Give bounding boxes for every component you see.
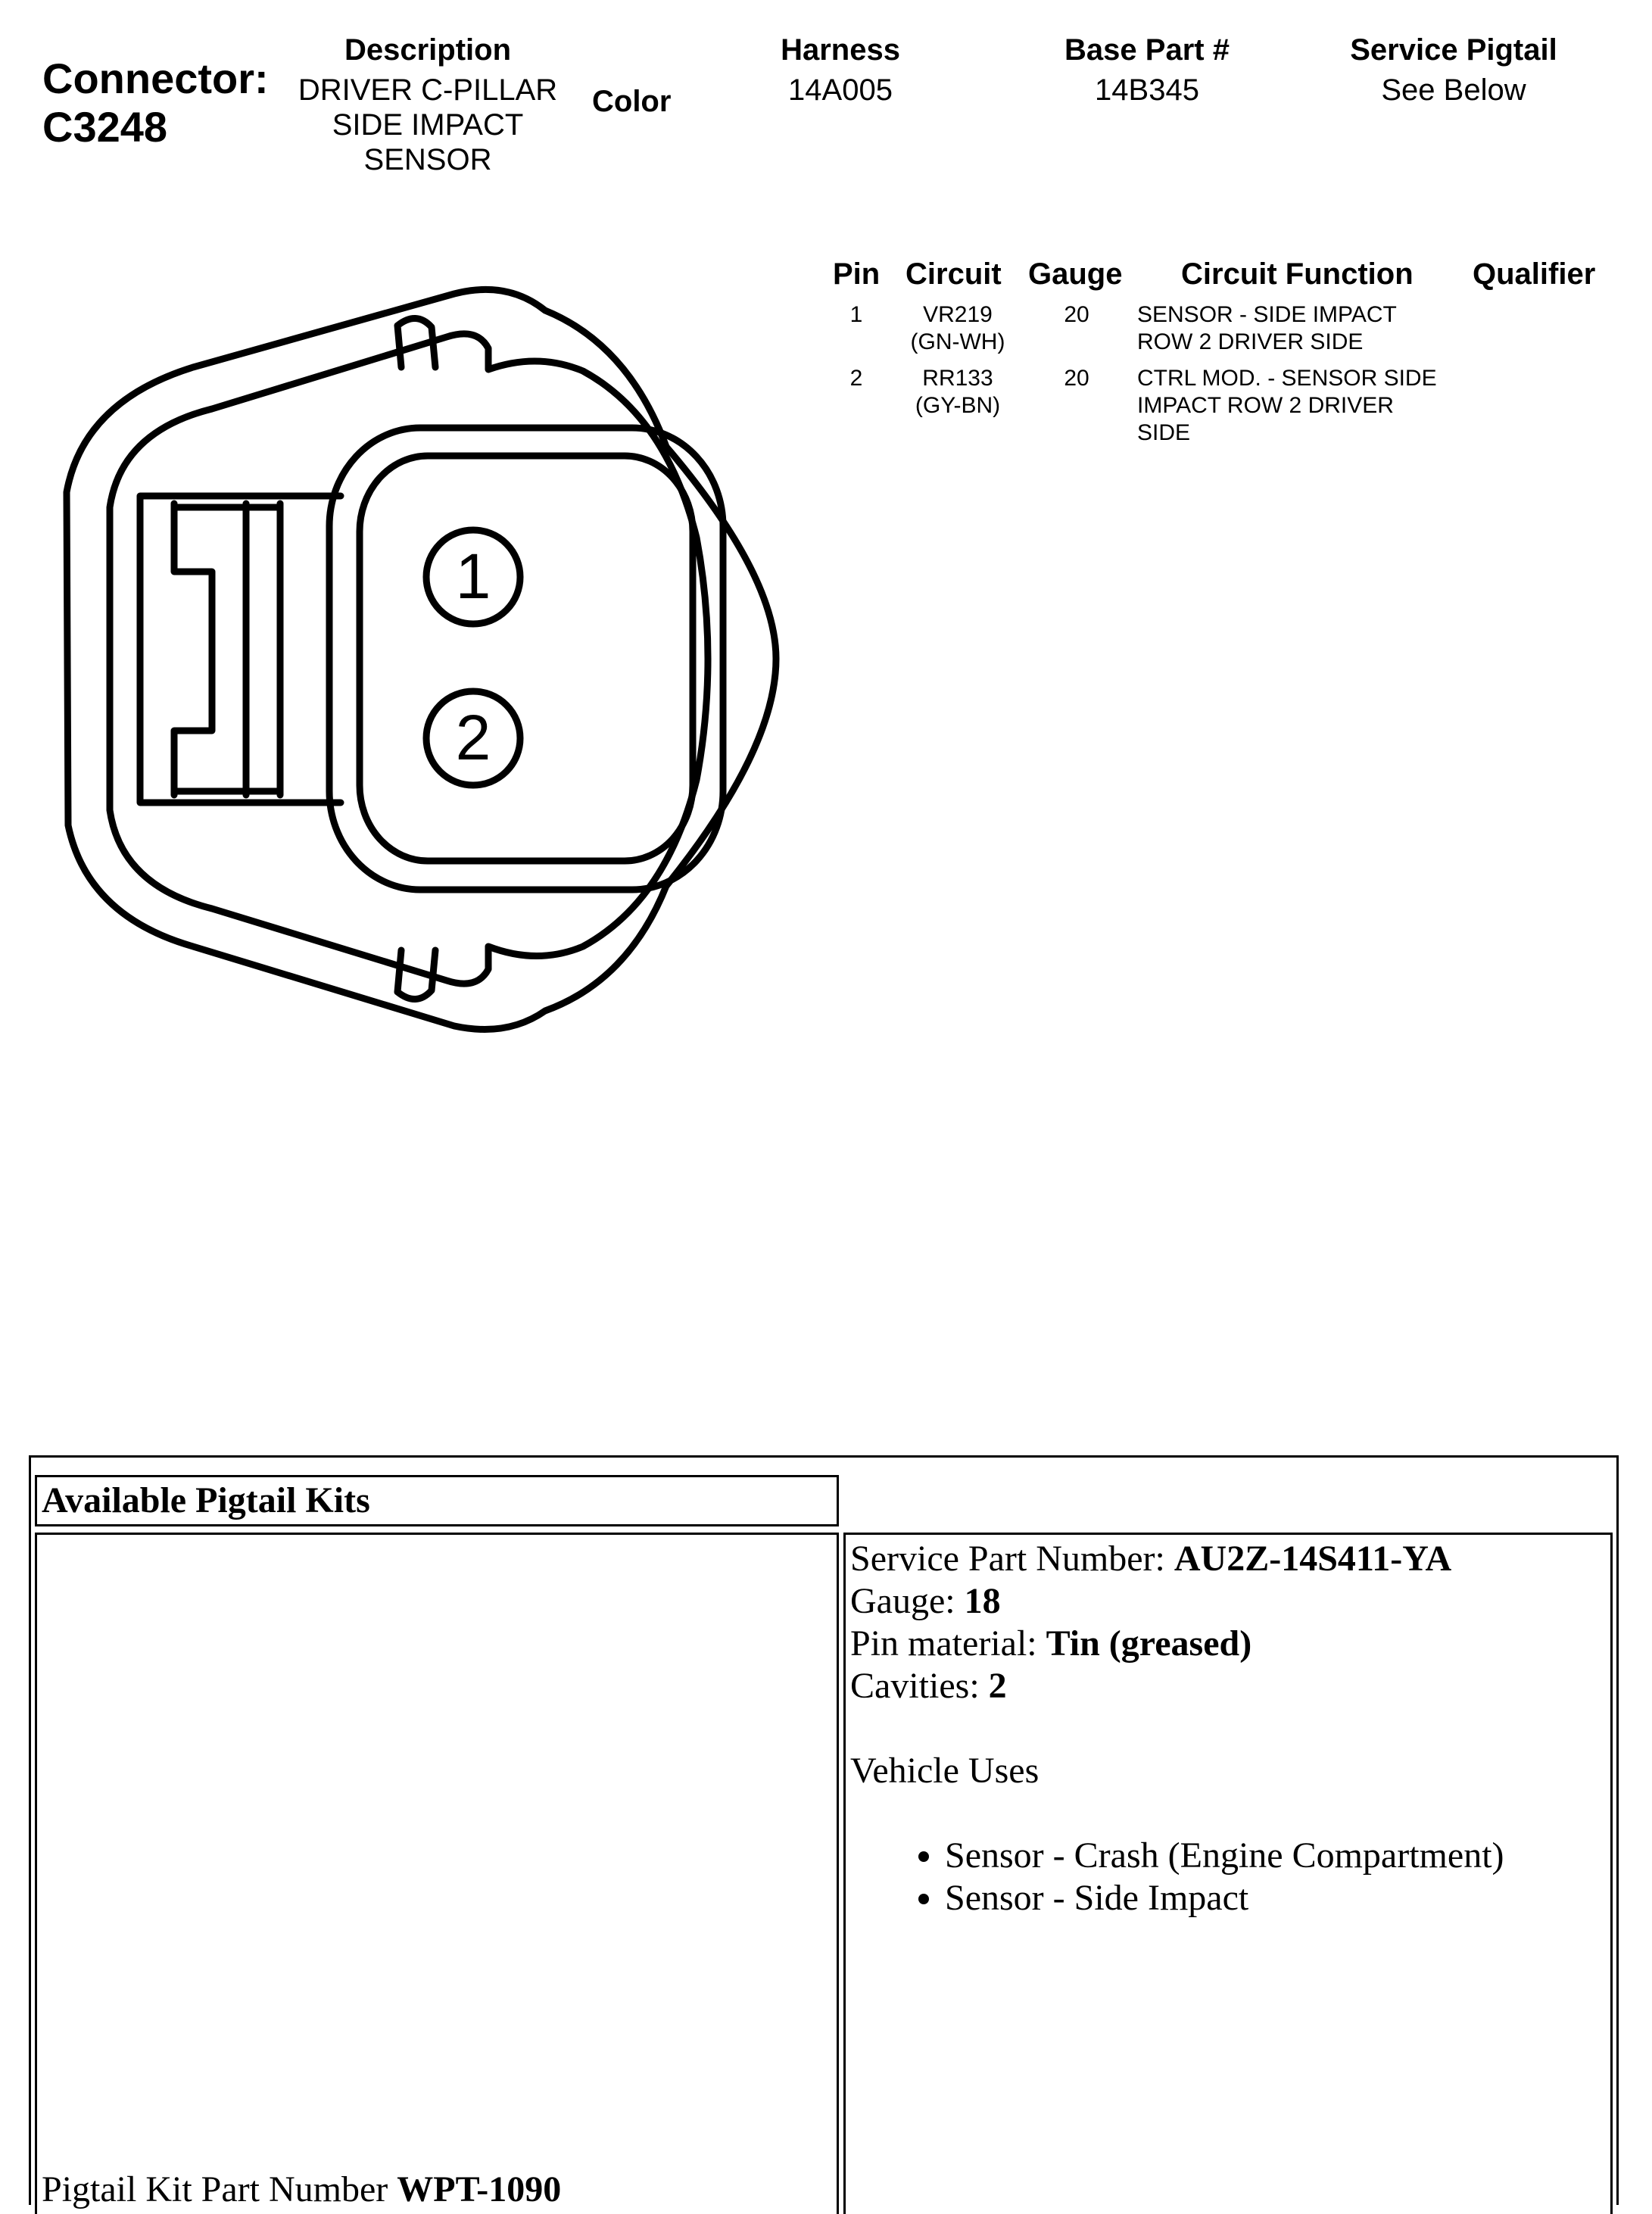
- base-part-value: 14B345: [1095, 73, 1199, 107]
- description-label: Description: [344, 33, 512, 67]
- connector-heading: [42, 55, 269, 151]
- pin-material: Pin material: Tin (greased): [850, 1623, 1252, 1664]
- housing-outline: [67, 289, 776, 1029]
- pin-number: 1: [849, 302, 863, 327]
- pin-1-label: 1: [455, 541, 491, 612]
- pin-2-label: 2: [455, 702, 491, 773]
- pin-header: Pin: [833, 257, 881, 291]
- connector-label: Connector:: [42, 55, 269, 102]
- base-part-column: [1015, 30, 1280, 108]
- pin-number: 2: [849, 366, 863, 391]
- connector-face-diagram: [53, 280, 787, 1045]
- pigtail-info-cell: [843, 1533, 1613, 2214]
- pigtail-gauge: Gauge: 18: [850, 1581, 1001, 1621]
- vehicle-uses-label: Vehicle Uses: [850, 1751, 1040, 1791]
- pigtail-image-cell: [35, 1533, 839, 2214]
- vehicle-uses-list: [850, 1835, 1610, 1919]
- function-header: Circuit Function: [1181, 257, 1414, 291]
- cavity-frame-inner: [360, 456, 693, 861]
- description-value: DRIVER C-PILLAR SIDE IMPACT SENSOR: [298, 73, 558, 176]
- qualifier-header: Qualifier: [1473, 257, 1596, 291]
- harness-value: 14A005: [788, 73, 893, 107]
- list-item: • Sensor - Side Impact: [945, 1877, 1610, 1919]
- service-part-number: Service Part Number: AU2Z-14S411-YA: [850, 1539, 1452, 1579]
- service-pigtail-column: [1317, 30, 1590, 108]
- circuit-cell: RR133 (GY-BN): [915, 366, 1001, 418]
- gauge-cell: 20: [1064, 366, 1089, 391]
- service-pigtail-value: See Below: [1381, 73, 1526, 107]
- gauge-header: Gauge: [1028, 257, 1123, 291]
- cavity-frame-outer: [329, 428, 723, 890]
- harness-label: Harness: [781, 33, 900, 67]
- gauge-cell: 20: [1064, 302, 1089, 327]
- lock-ramp: [140, 496, 341, 803]
- pigtail-info: [846, 1535, 1610, 1919]
- base-part-label: Base Part #: [1064, 33, 1230, 67]
- function-cell: SENSOR - SIDE IMPACT ROW 2 DRIVER SIDE: [1137, 302, 1397, 354]
- color-label: Color: [592, 85, 672, 118]
- service-pigtail-label: Service Pigtail: [1350, 33, 1557, 67]
- description-column: [280, 30, 575, 177]
- list-item: • Sensor - Crash (Engine Compartment): [945, 1835, 1610, 1877]
- function-cell: CTRL MOD. - SENSOR SIDE IMPACT ROW 2 DRIVER SIDE: [1137, 366, 1437, 445]
- circuit-cell: VR219 (GN-WH): [910, 302, 1005, 354]
- kit-part-number: Pigtail Kit Part Number WPT-1090: [42, 2169, 562, 2209]
- pigtail-title: Available Pigtail Kits: [42, 1480, 370, 1520]
- pigtail-title-cell: [35, 1475, 839, 1526]
- cavities: Cavities: 2: [850, 1666, 1007, 1706]
- circuit-header: Circuit: [905, 257, 1002, 291]
- harness-column: [727, 30, 954, 108]
- connector-id: C3248: [42, 103, 168, 151]
